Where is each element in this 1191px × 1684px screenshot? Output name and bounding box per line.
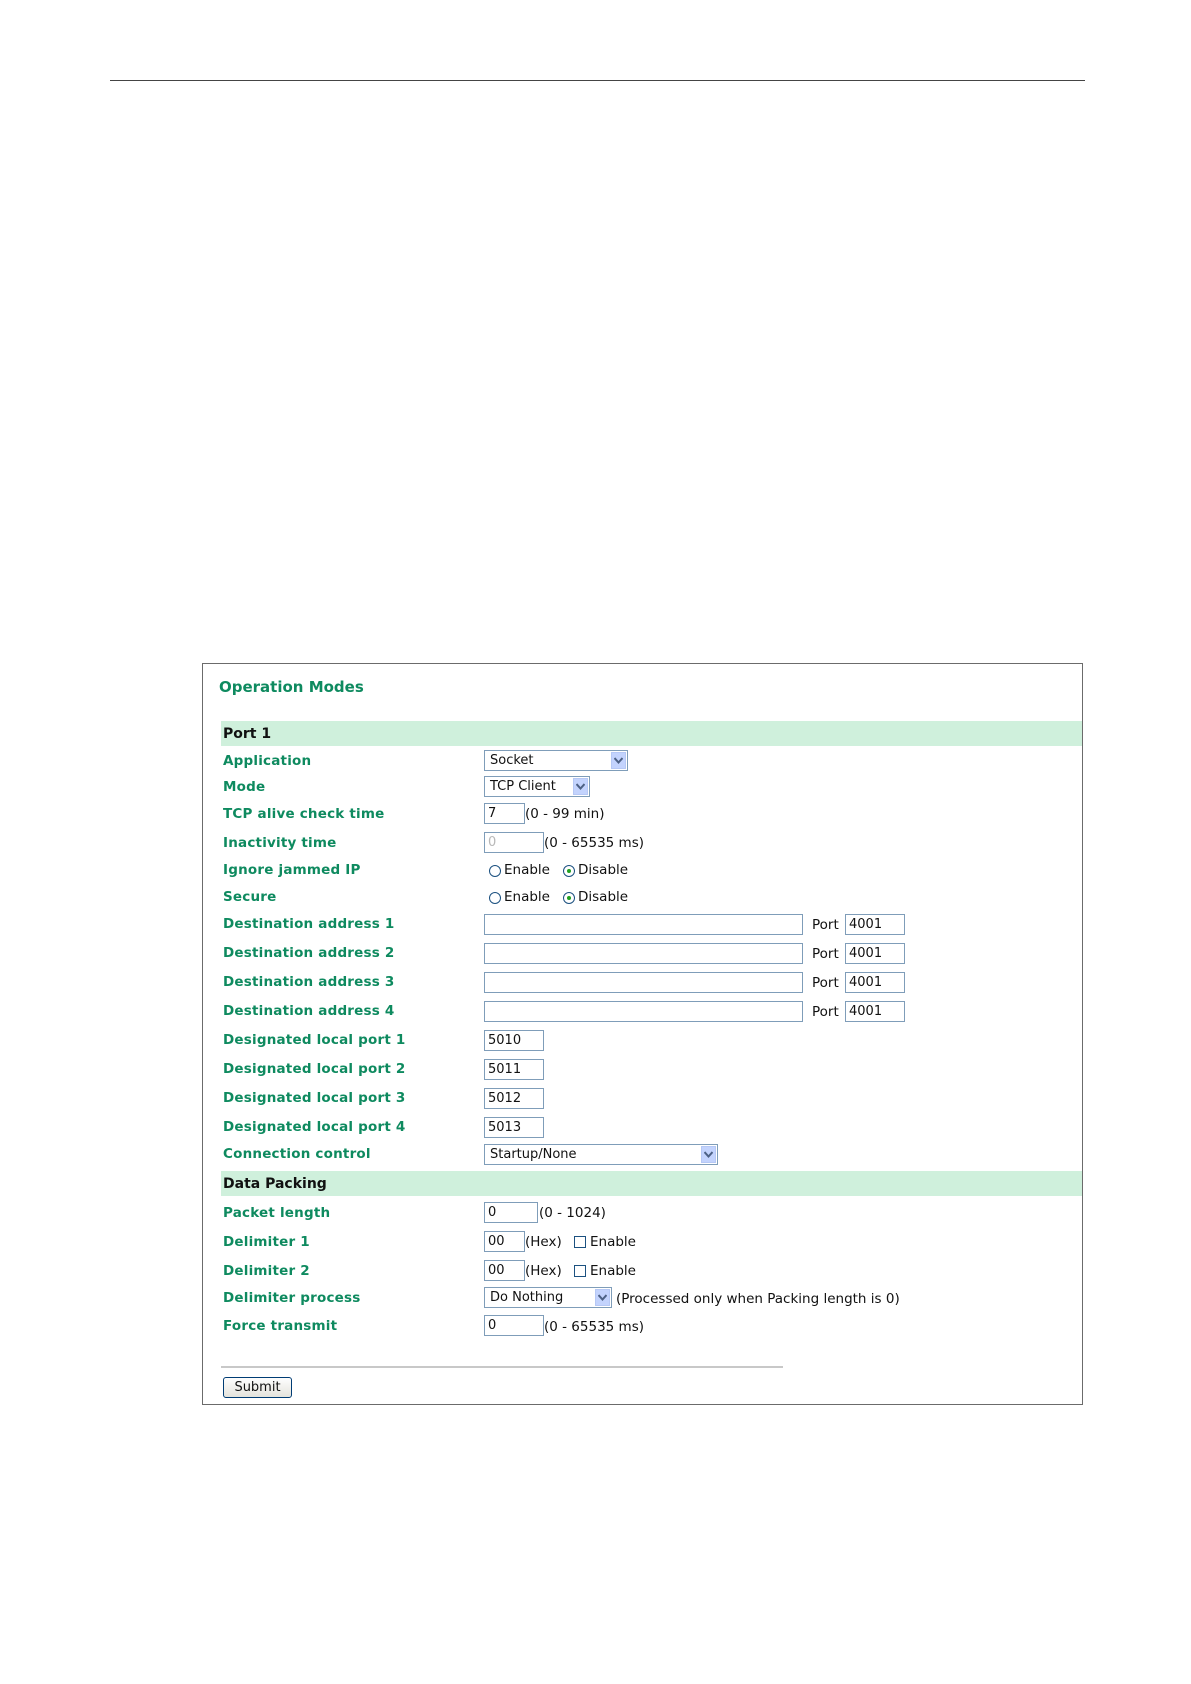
delimiter-2-input[interactable]: 00 (484, 1260, 525, 1281)
destination-address-1-input[interactable] (484, 914, 803, 935)
destination-port-2-input[interactable]: 4001 (845, 943, 905, 964)
delimiter-2-enable-label: Enable (590, 1263, 636, 1279)
packing-section-label: Data Packing (223, 1176, 327, 1192)
delimiter-1-enable-label: Enable (590, 1234, 636, 1250)
destination-port-3-input[interactable]: 4001 (845, 972, 905, 993)
destination-address-3-input[interactable] (484, 972, 803, 993)
local-port-2-input[interactable]: 5011 (484, 1059, 544, 1080)
application-value: Socket (490, 753, 534, 768)
connection-control-select[interactable] (484, 1144, 718, 1165)
port-section-label: Port 1 (223, 726, 272, 742)
secure-disable-radio[interactable] (563, 892, 575, 904)
delimiter-1-enable-checkbox[interactable] (574, 1236, 586, 1248)
panel-title: Operation Modes (219, 678, 364, 696)
destination-port-3-label: Port (812, 975, 839, 991)
force-transmit-hint: (0 - 65535 ms) (544, 1319, 644, 1335)
packet-length-hint: (0 - 1024) (539, 1205, 606, 1221)
chevron-down-icon (573, 778, 588, 795)
inactivity-hint: (0 - 65535 ms) (544, 835, 644, 851)
packet-length-input[interactable]: 0 (484, 1202, 538, 1223)
delimiter-1-unit: (Hex) (525, 1234, 562, 1250)
secure-enable-radio[interactable] (489, 892, 501, 904)
local-port-4-label: Designated local port 4 (223, 1119, 406, 1135)
ignore-jammed-enable-radio[interactable] (489, 865, 501, 877)
application-label: Application (223, 753, 312, 769)
packing-section-header (221, 1171, 1082, 1196)
destination-address-3-label: Destination address 3 (223, 974, 395, 990)
destination-address-4-label: Destination address 4 (223, 1003, 395, 1019)
application-select[interactable] (484, 750, 628, 771)
ignore-jammed-label: Ignore jammed IP (223, 862, 361, 878)
ignore-jammed-enable-label: Enable (504, 862, 550, 878)
form-divider (221, 1366, 783, 1368)
chevron-down-icon (611, 752, 626, 769)
port-section-header (221, 721, 1082, 746)
destination-port-4-input[interactable]: 4001 (845, 1001, 905, 1022)
chevron-down-icon (595, 1289, 610, 1306)
local-port-3-input[interactable]: 5012 (484, 1088, 544, 1109)
delimiter-process-select[interactable] (484, 1287, 612, 1308)
local-port-1-label: Designated local port 1 (223, 1032, 406, 1048)
destination-address-2-label: Destination address 2 (223, 945, 395, 961)
delimiter-1-label: Delimiter 1 (223, 1234, 310, 1250)
inactivity-label: Inactivity time (223, 835, 337, 851)
mode-value: TCP Client (490, 779, 556, 794)
delimiter-process-value: Do Nothing (490, 1290, 564, 1305)
secure-disable-label: Disable (578, 889, 629, 905)
tcp-alive-input[interactable]: 7 (484, 803, 525, 824)
secure-enable-label: Enable (504, 889, 550, 905)
submit-button[interactable]: Submit (223, 1377, 292, 1398)
delimiter-process-label: Delimiter process (223, 1290, 361, 1306)
ignore-jammed-disable-radio[interactable] (563, 865, 575, 877)
chevron-down-icon (701, 1146, 716, 1163)
delimiter-2-enable-checkbox[interactable] (574, 1265, 586, 1277)
delimiter-1-input[interactable]: 00 (484, 1231, 525, 1252)
local-port-4-input[interactable]: 5013 (484, 1117, 544, 1138)
ignore-jammed-disable-label: Disable (578, 862, 629, 878)
destination-port-4-label: Port (812, 1004, 839, 1020)
delimiter-process-hint: (Processed only when Packing length is 0) (616, 1291, 900, 1307)
mode-select[interactable] (484, 776, 590, 797)
local-port-1-input[interactable]: 5010 (484, 1030, 544, 1051)
force-transmit-label: Force transmit (223, 1318, 338, 1334)
tcp-alive-hint: (0 - 99 min) (525, 806, 605, 822)
tcp-alive-label: TCP alive check time (223, 806, 385, 822)
inactivity-input[interactable]: 0 (484, 832, 544, 853)
local-port-2-label: Designated local port 2 (223, 1061, 406, 1077)
delimiter-2-unit: (Hex) (525, 1263, 562, 1279)
destination-port-1-input[interactable]: 4001 (845, 914, 905, 935)
operation-modes-panel (202, 663, 1083, 1405)
connection-control-label: Connection control (223, 1146, 371, 1162)
local-port-3-label: Designated local port 3 (223, 1090, 406, 1106)
mode-label: Mode (223, 779, 266, 795)
delimiter-2-label: Delimiter 2 (223, 1263, 310, 1279)
packet-length-label: Packet length (223, 1205, 331, 1221)
destination-address-4-input[interactable] (484, 1001, 803, 1022)
destination-port-1-label: Port (812, 917, 839, 933)
secure-label: Secure (223, 889, 277, 905)
destination-address-2-input[interactable] (484, 943, 803, 964)
page-header-rule (110, 80, 1085, 81)
destination-address-1-label: Destination address 1 (223, 916, 395, 932)
connection-control-value: Startup/None (490, 1147, 577, 1162)
destination-port-2-label: Port (812, 946, 839, 962)
force-transmit-input[interactable]: 0 (484, 1315, 544, 1336)
